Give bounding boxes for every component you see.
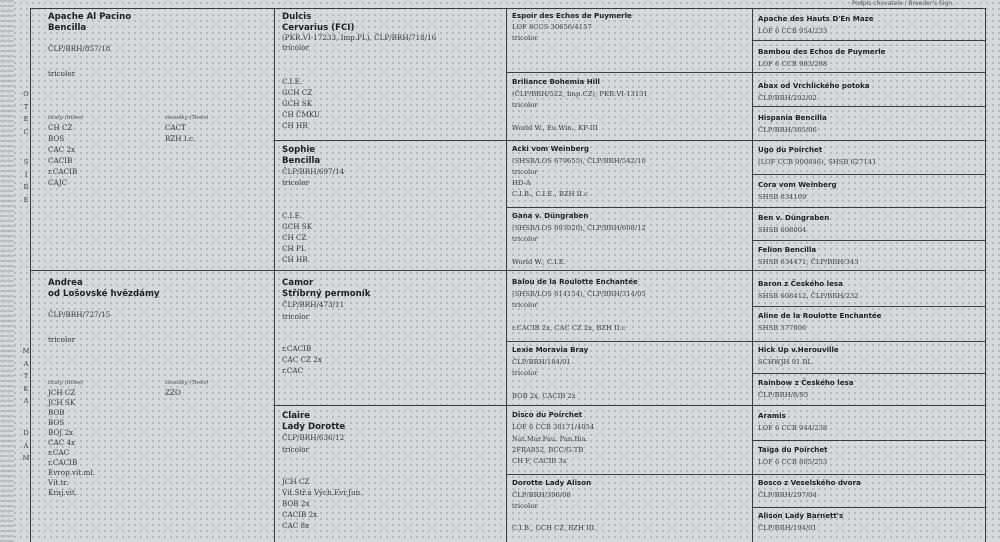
gen3-bottom: C.I.B., GCH CZ, BZH III. — [512, 524, 597, 532]
dam-color: tricolor — [48, 335, 76, 344]
gen4-reg: SHSB 577006 — [758, 324, 807, 332]
gen2-title: C.I.E. — [282, 211, 303, 220]
gen3-color: tricolor — [512, 502, 538, 510]
decorative-border — [0, 0, 14, 542]
gen4-name: Ben v. Düngraben — [758, 213, 830, 222]
gen3-name: Espoir des Echos de Puymerle — [512, 11, 632, 20]
gen2-reg: (PKR.VI-17233, Imp.PL), ČLP/BRH/718/16 — [282, 33, 437, 42]
grid-line — [752, 240, 985, 241]
sire-test: CACT — [165, 123, 186, 132]
gen2-name-line1: Sophie — [282, 145, 316, 155]
dam-titles-label: tituly (titles) — [48, 380, 84, 386]
grid-line — [506, 341, 985, 342]
gen3-name: Dorotte Lady Alison — [512, 478, 592, 487]
gen2-name-line2: Bencilla — [282, 156, 321, 166]
gen4-name: Taiga du Poirchet — [758, 445, 828, 454]
gen3-name: Briliance Bohemia Hill — [512, 77, 600, 86]
gen4-reg: ČLP/BRH/194/01 — [758, 524, 817, 532]
gen3-name: Acki vom Weinberg — [512, 144, 590, 153]
dam-name-line1: Andrea — [48, 278, 83, 288]
gen3-reg: (ČLP/BRH/522, Imp.CZ), PKR.VI-13131 — [512, 90, 648, 98]
dam-title: r.CACIB — [48, 458, 78, 467]
sire-name-line2: Bencilla — [48, 23, 87, 33]
gen3-extra: 2FRA852, BCC/G-TB — [512, 446, 584, 454]
gen4-reg: SHSB 634471, ČLP/BRH/343 — [758, 258, 859, 266]
grid-line — [274, 8, 275, 542]
gen2-reg: ČLP/BRH/473/11 — [282, 300, 345, 309]
gen3-extra: C.I.B., C.I.E., BZH II.c — [512, 190, 588, 198]
sire-title: r.CACIB — [48, 167, 78, 176]
gen2-title: r.CACIB — [282, 344, 312, 353]
gen4-reg: LOF 6 CCB 983/288 — [758, 60, 828, 68]
gen4-name: Bosco z Veselského dvora — [758, 478, 861, 487]
grid-line — [274, 405, 985, 406]
gen4-name: Rainbow z Českého lesa — [758, 378, 854, 387]
gen3-extra: HD-A — [512, 179, 531, 187]
gen3-reg: (SHSB/LOS 693020), ČLP/BRH/608/12 — [512, 224, 646, 232]
gen4-name: Apache des Hauts D'En Maze — [758, 14, 874, 23]
grid-line — [752, 373, 985, 374]
gen2-title: CH ČMKU — [282, 110, 321, 119]
grid-line — [506, 8, 507, 542]
gen4-name: Hispania Bencilla — [758, 113, 827, 122]
dam-name-line2: od Lošovské hvězdámy — [48, 289, 160, 299]
gen2-title: GCH SK — [282, 222, 313, 231]
gen2-title: CH PL — [282, 244, 306, 253]
gen2-name-line2: Lady Dorotte — [282, 422, 346, 432]
dam-title: BOS — [48, 418, 65, 427]
gen2-name-line1: Dulcis — [282, 12, 312, 22]
gen4-reg: ČLP/BRH/297/04 — [758, 491, 817, 499]
gen2-name-line1: Camor — [282, 278, 314, 288]
gen3-reg: (SHSB/LOS 679655), ČLP/BRH/542/10 — [512, 157, 646, 165]
sire-title: CACIB — [48, 156, 73, 165]
dam-test: ZZO — [165, 388, 181, 397]
grid-line — [985, 8, 986, 542]
gen4-reg: LOF 6 CCB 805/253 — [758, 458, 828, 466]
gen2-title: BOB 2x — [282, 499, 310, 508]
gen2-title: CH CZ — [282, 233, 307, 242]
gen4-reg: SHSB 608412, ČLP/BRH/232 — [758, 292, 859, 300]
dam-reg: ČLP/BRH/727/15 — [48, 310, 111, 319]
grid-line — [752, 507, 985, 508]
grid-line — [752, 440, 985, 441]
gen4-reg: ČLP/BRH/202/02 — [758, 94, 817, 102]
gen2-color: tricolor — [282, 43, 310, 52]
dam-title: BOJ 2x — [48, 428, 74, 437]
sire-title: CH CZ — [48, 123, 73, 132]
sire-tests-label: zkoušky (Tests) — [165, 115, 209, 121]
gen3-name: Disco du Poirchet — [512, 410, 583, 419]
gen3-color: tricolor — [512, 101, 538, 109]
gen3-reg: ČLP/BRH/396/08 — [512, 491, 571, 499]
gen2-title: CH HR — [282, 255, 308, 264]
gen4-name: Baron z Českého lesa — [758, 279, 843, 288]
sire-titles-label: tituly (titles) — [48, 115, 84, 121]
grid-line — [506, 72, 985, 73]
gen3-extra: Nat.Mar.Fau. Pan.Bia. — [512, 435, 588, 443]
gen3-color: tricolor — [512, 369, 538, 377]
grid-line — [274, 140, 985, 141]
sire-label: S I R E — [23, 158, 29, 204]
grid-line — [752, 106, 985, 107]
gen4-reg: ČLP/BRH/365/06 — [758, 126, 817, 134]
grid-line — [506, 207, 985, 208]
gen2-title: C.I.E. — [282, 77, 303, 86]
dam-title: JCH CZ — [48, 388, 76, 397]
gen3-bottom: World W., Eu.Win., KP-III — [512, 124, 598, 132]
matka-label: M A T K A — [22, 347, 30, 406]
gen2-color: tricolor — [282, 445, 310, 454]
grid-line — [752, 306, 985, 307]
dam-title: Vít.tr. — [48, 478, 69, 487]
dam-title: JCH SK — [48, 398, 76, 407]
gen2-title: GCH CZ — [282, 88, 313, 97]
gen4-name: Alison Lady Barnett's — [758, 511, 844, 520]
grid-line — [752, 8, 753, 542]
gen2-title: CAC CZ 2x — [282, 355, 322, 364]
sire-title: CAJC — [48, 178, 68, 187]
gen2-name-line2: Stříbrný permoník — [282, 289, 371, 299]
gen4-name: Ugo du Poirchet — [758, 145, 823, 154]
dam-title: Kraj.vít. — [48, 488, 78, 497]
gen3-name: Gana v. Düngraben — [512, 211, 589, 220]
gen2-title: CACIB 2x — [282, 510, 318, 519]
gen4-name: Abax od Vrchlického potoka — [758, 81, 870, 90]
otec-label: O T E C — [23, 90, 29, 136]
gen2-name-line1: Claire — [282, 411, 311, 421]
gen4-name: Hick Up v.Herouville — [758, 345, 839, 354]
sire-title: BOS — [48, 134, 65, 143]
gen4-reg: LOF 6 CCB 944/238 — [758, 424, 828, 432]
gen3-bottom: World W., C.I.E. — [512, 258, 566, 266]
gen3-color: tricolor — [512, 301, 538, 309]
gen3-reg: LOF 6 CCB 30171/4054 — [512, 423, 595, 431]
gen3-color: tricolor — [512, 168, 538, 176]
grid-line — [30, 8, 985, 9]
gen4-name: Aline de la Roulotte Enchantée — [758, 311, 882, 320]
sire-color: tricolor — [48, 69, 76, 78]
gen3-color: tricolor — [512, 34, 538, 42]
gen4-name: Felion Bencilla — [758, 245, 817, 254]
gen2-reg: ČLP/BRH/697/14 — [282, 167, 345, 176]
gen2-title: Vít.Stř.a Vých.Evr.Jun. — [282, 488, 363, 497]
sire-test: BZH I.c. — [165, 134, 196, 143]
gen2-title: CAC 8x — [282, 521, 310, 530]
sire-name-line1: Apache Al Pacino — [48, 12, 132, 22]
gen3-name: Lexie Moravia Bray — [512, 345, 589, 354]
dam-label: D A M — [22, 429, 30, 463]
grid-line — [752, 174, 985, 175]
sire-reg: ČLP/BRH/857/18 — [48, 44, 111, 53]
gen3-color: tricolor — [512, 235, 538, 243]
grid-line — [506, 474, 985, 475]
grid-line — [30, 270, 985, 271]
dam-title: r.CAC — [48, 448, 70, 457]
gen2-color: tricolor — [282, 178, 310, 187]
gen4-reg: (LOF CCB 000846), SHSB 627141 — [758, 158, 877, 166]
gen4-reg: SHSB 608004 — [758, 226, 807, 234]
gen2-title: GCH SK — [282, 99, 313, 108]
gen2-title: r.CAC — [282, 366, 304, 375]
gen2-color: tricolor — [282, 312, 310, 321]
gen3-reg: LOF 8CCS 30656/4157 — [512, 23, 592, 31]
gen4-reg: LOF 6 CCB 954/233 — [758, 27, 828, 35]
gen4-reg: SHSB 634169 — [758, 193, 807, 201]
gen4-name: Cora vom Weinberg — [758, 180, 837, 189]
sire-title: CAC 2x — [48, 145, 76, 154]
gen2-title: JCH CZ — [282, 477, 310, 486]
gen4-reg: ČLP/BRH/8/95 — [758, 391, 809, 399]
breeder-sign-label: Podpis chovatele / Breeder's Sign. — [851, 0, 954, 7]
gen3-reg: ČLP/BRH/184/01 — [512, 358, 571, 366]
gen2-title: CH HR — [282, 121, 308, 130]
gen3-name: Balou de la Roulotte Enchantée — [512, 277, 638, 286]
dam-title: BOB — [48, 408, 65, 417]
dam-title: CAC 4x — [48, 438, 76, 447]
gen3-reg: (SHSB/LOS 614154), ČLP/BRH/314/05 — [512, 290, 646, 298]
gen3-extra: CH F, CACIB 3x — [512, 457, 567, 465]
grid-line — [752, 40, 985, 41]
gen4-reg: SCHWJH 91 BL — [758, 358, 812, 366]
gen2-reg: ČLP/BRH/636/12 — [282, 433, 345, 442]
dam-tests-label: zkoušky (Tests) — [165, 380, 209, 386]
gen4-name: Aramis — [758, 411, 786, 420]
grid-line — [30, 8, 31, 542]
gen3-bottom: r.CACIB 2x, CAC CZ 2x, BZH II.c — [512, 324, 626, 332]
gen2-name-line2: Cervarius (FCI) — [282, 23, 355, 33]
gen3-bottom: BOB 2x, CACIB 2x — [512, 392, 576, 400]
dam-title: Evrop.vít.ml. — [48, 468, 95, 477]
gen4-name: Bambou des Echos de Puymerle — [758, 47, 886, 56]
